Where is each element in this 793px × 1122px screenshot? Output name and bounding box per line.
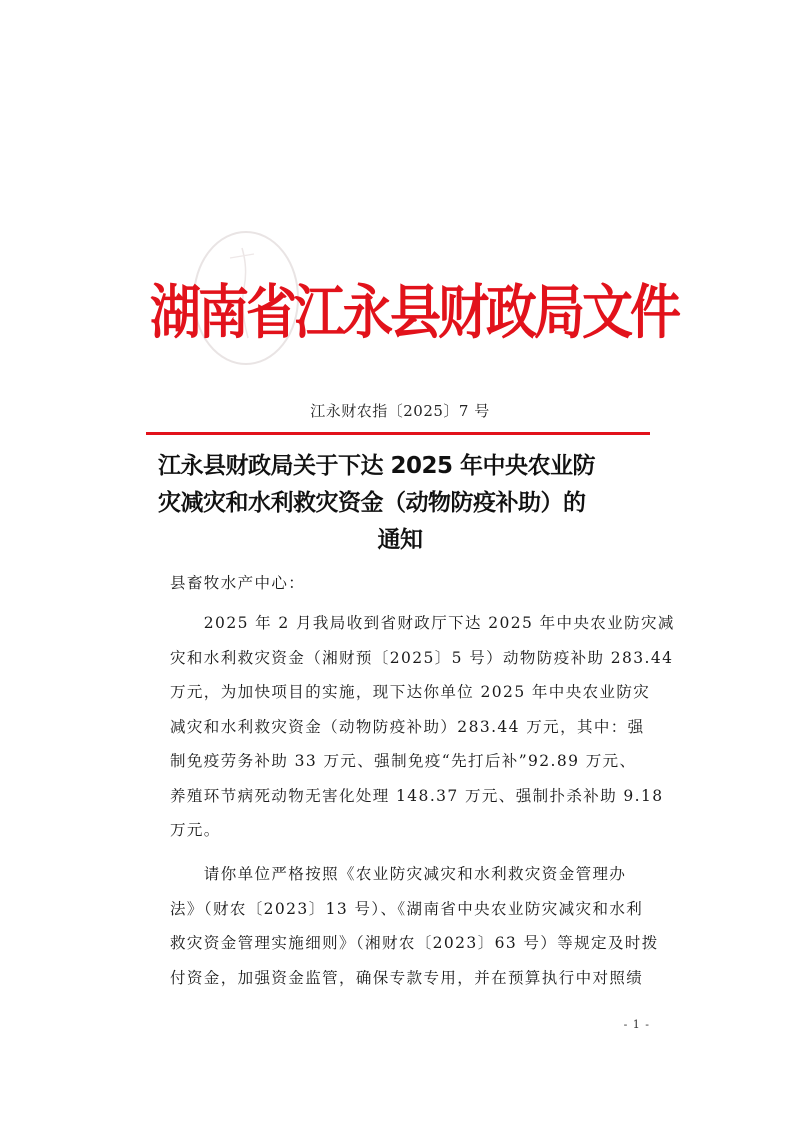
paragraph-line: 2025 年 2 月我局收到省财政厅下达 2025 年中央农业防灾减 [170,614,675,632]
page-number: - 1 - [623,1018,650,1031]
paragraph-line: 付资金，加强资金监管，确保专款专用，并在预算执行中对照绩 [170,968,644,987]
paragraph-line: 灾和水利救灾资金（湘财预〔2025〕5 号）动物防疫补助 283.44 [170,648,674,667]
paragraph-line: 请你单位严格按照《农业防灾减灾和水利救灾资金管理办 [170,865,627,883]
document-title [158,448,642,559]
masthead-divider [146,432,650,435]
title-line: 灾减灾和水利救灾资金（动物防疫补助）的 [158,490,586,516]
document-masthead: 湖南省江永县财政局文件 [150,279,679,348]
title-line: 通知 [377,527,423,553]
title-line: 江永县财政局关于下达 2025 年中央农业防 [158,453,596,479]
paragraph-line: 法》（财农〔2023〕13 号）、《湖南省中央农业防灾减灾和水利 [170,899,644,918]
paragraph-line: 养殖环节病死动物无害化处理 148.37 万元、强制扑杀补助 9.18 [170,786,664,805]
paragraph-line: 制免疫劳务补助 33 万元、强制免疫“先打后补”92.89 万元、 [170,752,637,770]
salutation [170,566,640,601]
paragraph-2 [170,857,659,995]
paragraph-line: 万元，为加快项目的实施，现下达你单位 2025 年中央农业防灾 [170,683,651,701]
paragraph-line: 减灾和水利救灾资金（动物防疫补助）283.44 万元，其中：强 [170,717,645,736]
paragraph-line: 救灾资金管理实施细则》（湘财农〔2023〕63 号）等规定及时拨 [170,934,659,952]
paragraph-line: 万元。 [170,821,221,839]
document-number: 江永财农指〔2025〕7 号 [310,402,490,420]
salutation-text: 县畜牧水产中心： [170,574,306,592]
paragraph-1 [170,606,675,848]
